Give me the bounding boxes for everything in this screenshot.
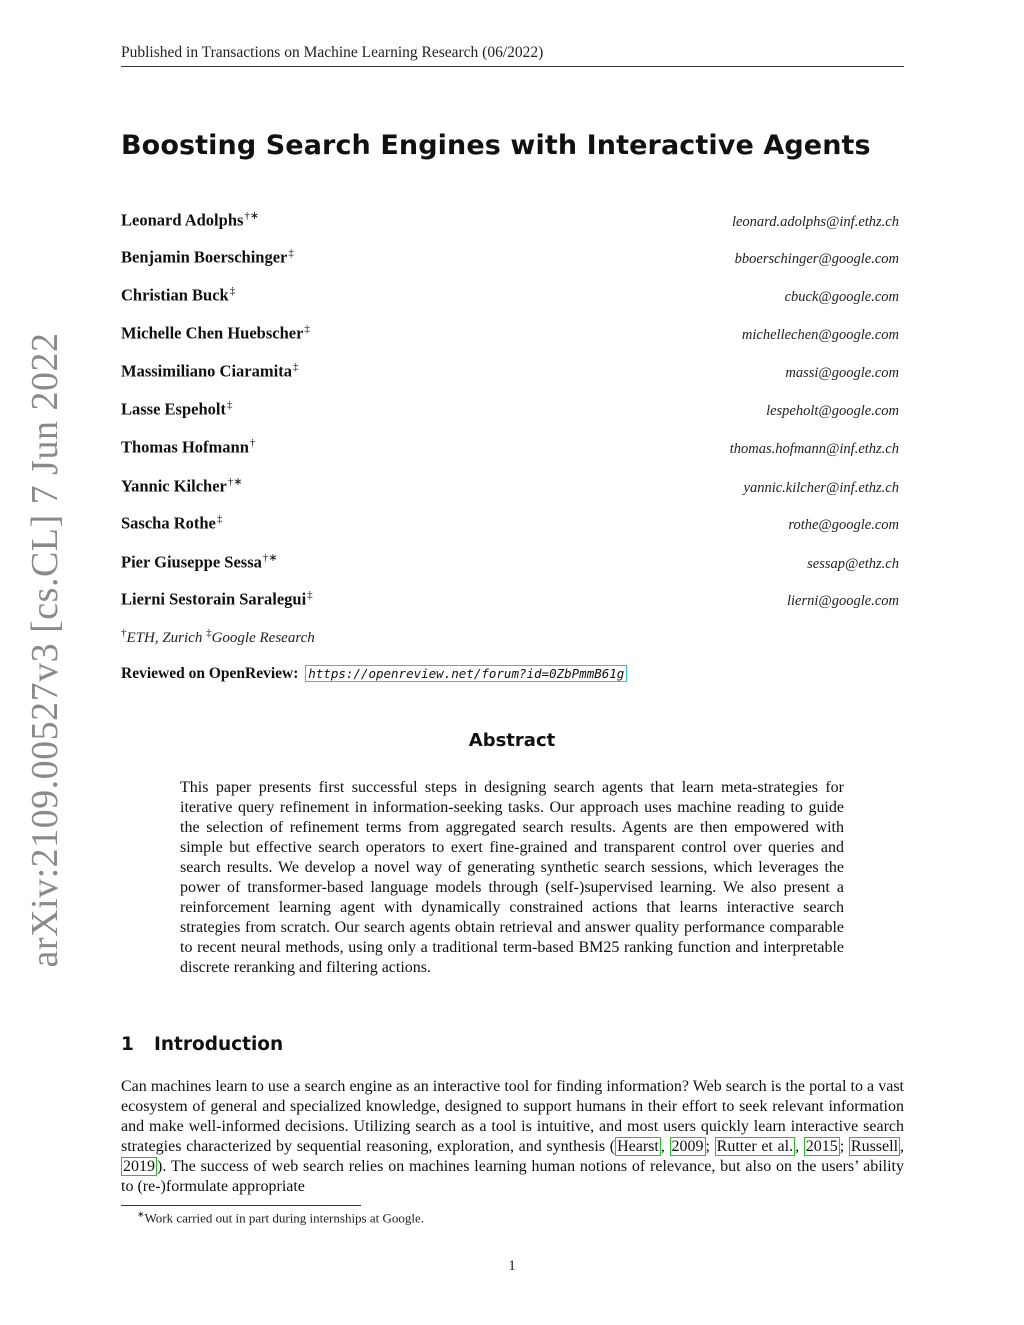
author-affiliation-mark: †∗ bbox=[262, 552, 278, 564]
author-row bbox=[121, 247, 899, 269]
author-row bbox=[121, 437, 899, 459]
openreview-link[interactable]: https://openreview.net/forum?id=0ZbPmmB61g bbox=[305, 665, 627, 682]
footnote-divider bbox=[121, 1205, 361, 1206]
footnote-mark: ∗ bbox=[137, 1209, 145, 1219]
author-name: Lierni Sestorain Saralegui‡ bbox=[121, 589, 313, 609]
citation-link[interactable]: 2015 bbox=[805, 1138, 838, 1155]
author-name: Massimiliano Ciaramita‡ bbox=[121, 361, 299, 381]
author-row bbox=[121, 513, 899, 535]
author-email[interactable]: massi@google.com bbox=[785, 364, 899, 381]
affiliations-line: †ETH, Zurich ‡Google Research bbox=[121, 627, 315, 646]
author-email[interactable]: sessap@ethz.ch bbox=[807, 555, 899, 572]
author-email[interactable]: leonard.adolphs@inf.ethz.ch bbox=[731, 213, 899, 230]
author-row bbox=[121, 285, 899, 307]
review-line bbox=[121, 665, 627, 683]
author-name: Benjamin Boerschinger‡ bbox=[121, 247, 294, 267]
author-row bbox=[121, 209, 899, 231]
author-name: Yannic Kilcher†∗ bbox=[121, 476, 243, 496]
section-heading bbox=[121, 1034, 283, 1055]
abstract-body: This paper presents first successful steps in designing search agents that learn meta-strategies for iterative query refinement in information-seeking tasks. Our approach uses machine reading to guide the selection of refinement terms from aggregated search results. Agents are then empowered with simple but effective search operators to exert fine-grained and transparent control over queries and search results. We develop a novel way of generating synthetic search sessions, which leverages the power of transformer-based language models through (self-)supervised learning. We also present a reinforcement learning agent with dynamically constrained actions that learns interactive search strategies from scratch. Our search agents obtain retrieval and answer quality performance comparable to recent neural methods, using only a traditional term-based BM25 ranking function and interpretable discrete reranking and filtering actions. bbox=[180, 779, 844, 976]
author-affiliation-mark: ‡ bbox=[304, 323, 310, 335]
author-affiliation-mark: ‡ bbox=[216, 513, 223, 525]
author-name: Sascha Rothe‡ bbox=[121, 513, 223, 533]
author-name: Michelle Chen Huebscher‡ bbox=[121, 323, 310, 343]
arxiv-identifier: arXiv:2109.00527v3 [cs.CL] 7 Jun 2022 bbox=[24, 332, 66, 968]
author-affiliation-mark: ‡ bbox=[226, 399, 233, 411]
author-row bbox=[121, 323, 899, 345]
author-affiliation-mark: ‡ bbox=[292, 361, 299, 373]
author-affiliation-mark: ‡ bbox=[288, 247, 294, 259]
review-label: Reviewed on OpenReview: bbox=[121, 665, 299, 682]
affiliation-google: Google Research bbox=[211, 630, 315, 646]
citation-link[interactable]: Rutter et al. bbox=[716, 1138, 794, 1155]
citation-link[interactable]: Hearst bbox=[617, 1138, 659, 1155]
author-affiliation-mark: ‡ bbox=[229, 285, 236, 297]
section-title: Introduction bbox=[154, 1034, 284, 1055]
author-affiliation-mark: † bbox=[249, 437, 256, 449]
author-name: Leonard Adolphs†∗ bbox=[121, 210, 260, 230]
author-affiliation-mark: †∗ bbox=[227, 476, 243, 488]
author-email[interactable]: cbuck@google.com bbox=[784, 288, 899, 305]
author-email[interactable]: lierni@google.com bbox=[787, 592, 899, 609]
author-email[interactable]: michellechen@google.com bbox=[741, 326, 899, 343]
author-name: Christian Buck‡ bbox=[121, 285, 236, 305]
footnote-text: Work carried out in part during internships at Google. bbox=[144, 1210, 425, 1226]
author-email[interactable]: bboerschinger@google.com bbox=[734, 250, 899, 267]
author-affiliation-mark: ‡ bbox=[307, 589, 313, 601]
author-name: Pier Giuseppe Sessa†∗ bbox=[121, 552, 278, 572]
footnote bbox=[137, 1209, 424, 1226]
author-row bbox=[121, 551, 899, 573]
author-row bbox=[121, 475, 899, 497]
author-row bbox=[121, 361, 899, 383]
affiliation-eth: ETH, Zurich bbox=[126, 630, 203, 646]
author-name: Lasse Espeholt‡ bbox=[121, 399, 233, 419]
author-email[interactable]: thomas.hofmann@inf.ethz.ch bbox=[729, 440, 899, 457]
page-number: 1 bbox=[508, 1258, 516, 1274]
author-email[interactable]: rothe@google.com bbox=[788, 516, 899, 533]
author-row bbox=[121, 399, 899, 421]
introduction-body: Can machines learn to use a search engine as an interactive tool for finding information? Web search is the portal to a vast ecosystem of general and specialized knowledge, designed to support humans in their effort to seek relevant information and make well-informed decisions. Utilizing search as a tool is intuitive, and most users quickly learn interactive search strategies characterized by sequential reasoning, exploration, and synthesis ( Hearst , 2009 ; Rutter et al. , 2015 ; Russell , 2019 ). The success of web search relies on machines learning human notions of relevance, but also on the users’ ability to (re-)formulate appropriate bbox=[121, 1078, 905, 1195]
author-email[interactable]: yannic.kilcher@inf.ethz.ch bbox=[743, 479, 899, 496]
running-header: Published in Transactions on Machine Learning Research (06/2022) bbox=[121, 44, 904, 67]
author-name: Thomas Hofmann† bbox=[121, 437, 256, 457]
paper-title: Boosting Search Engines with Interactive Agents bbox=[121, 130, 871, 161]
author-row bbox=[121, 589, 899, 611]
citation-link[interactable]: 2009 bbox=[671, 1138, 704, 1155]
abstract-heading: Abstract bbox=[468, 730, 556, 751]
section-number: 1 bbox=[121, 1034, 134, 1055]
citation-link[interactable]: 2019 bbox=[123, 1158, 155, 1175]
author-affiliation-mark: †∗ bbox=[244, 210, 260, 222]
author-email[interactable]: lespeholt@google.com bbox=[766, 402, 899, 419]
citation-link[interactable]: Russell bbox=[850, 1138, 899, 1155]
